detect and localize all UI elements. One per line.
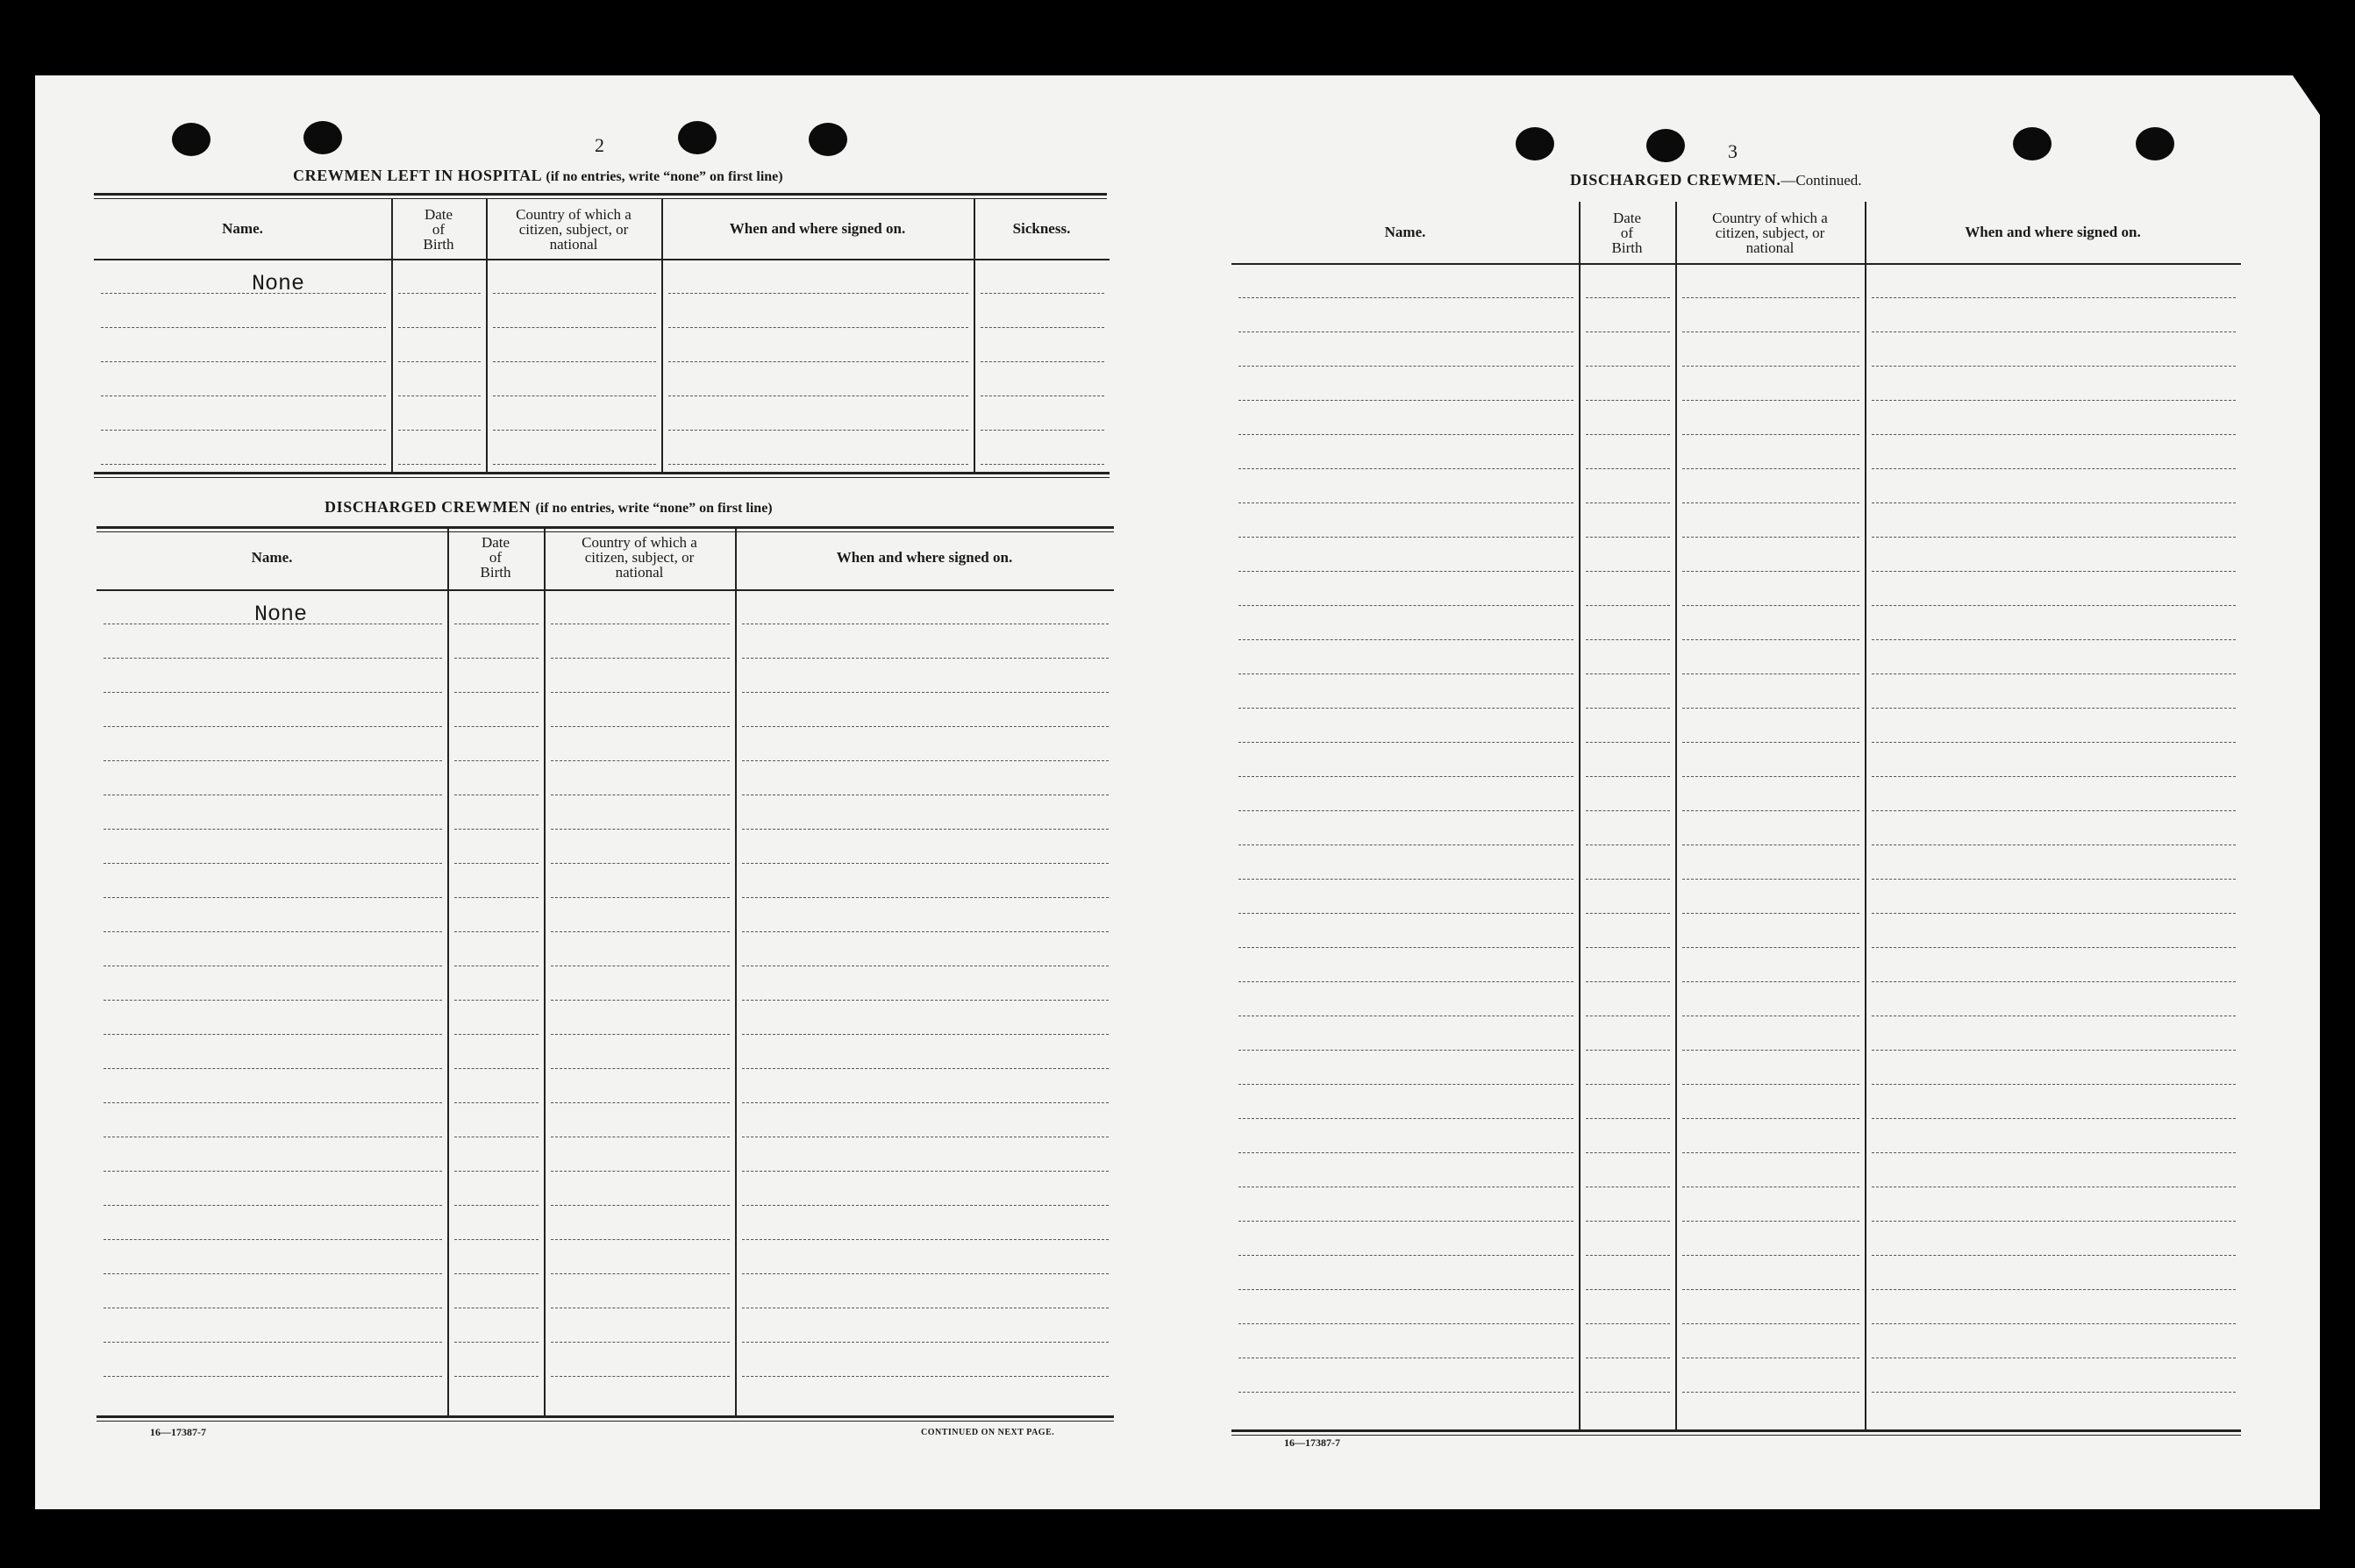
ruled-line (1872, 1084, 2236, 1085)
ruled-line (1586, 605, 1670, 606)
ruled-line (398, 327, 481, 328)
ruled-line (1872, 1221, 2236, 1222)
ruled-line (103, 1034, 442, 1035)
ruled-line (742, 1273, 1109, 1274)
right-col-header-3 (1865, 225, 2241, 239)
ruled-line (1238, 708, 1574, 709)
ruled-line (1238, 981, 1574, 982)
ruled-line (742, 829, 1109, 830)
table-bottom-rule (1231, 1429, 2241, 1436)
column-divider (486, 198, 488, 472)
ruled-line (103, 897, 442, 898)
punch-hole (172, 123, 211, 156)
ruled-line (1682, 331, 1859, 332)
ruled-line (742, 1034, 1109, 1035)
ruled-line (1586, 742, 1670, 743)
ruled-line (1238, 947, 1574, 948)
ruled-line (493, 327, 656, 328)
ruled-line (981, 464, 1104, 465)
column-header-line: When and where signed on. (1965, 224, 2141, 240)
ruled-line (454, 1171, 539, 1172)
ruled-line (981, 430, 1104, 431)
ruled-line (1682, 1050, 1859, 1051)
ruled-line (454, 1239, 539, 1240)
ruled-line (1872, 537, 2236, 538)
ruled-line (1238, 537, 1574, 538)
ruled-line (742, 897, 1109, 898)
ruled-line (1872, 400, 2236, 401)
ruled-line (1682, 879, 1859, 880)
ruled-line (742, 692, 1109, 693)
hospital-col-header-2 (486, 207, 661, 252)
ruled-line (1238, 776, 1574, 777)
ruled-line (103, 1342, 442, 1343)
ruled-line (1586, 1050, 1670, 1051)
ruled-line (551, 1171, 730, 1172)
ruled-line (668, 327, 968, 328)
hospital-section-title (293, 167, 783, 185)
ruled-line (1238, 400, 1574, 401)
ruled-line (1586, 400, 1670, 401)
ruled-line (1586, 1289, 1670, 1290)
column-header-line: Name. (1384, 224, 1426, 240)
ruled-line (1682, 1084, 1859, 1085)
column-header-line: When and where signed on. (836, 549, 1013, 566)
table-top-rule (96, 526, 1114, 532)
right-col-header-2 (1675, 210, 1865, 255)
ruled-line (551, 1102, 730, 1103)
column-header-line: citizen, subject, or (584, 549, 695, 566)
ruled-line (1872, 1323, 2236, 1324)
ruled-line (1872, 879, 2236, 880)
ruled-line (1586, 913, 1670, 914)
ruled-line (981, 361, 1104, 362)
ruled-line (1682, 400, 1859, 401)
ruled-line (551, 829, 730, 830)
hospital-instruction: (if no entries, write “none” on first line) (546, 169, 783, 184)
ruled-line (1872, 366, 2236, 367)
ruled-line (1872, 742, 2236, 743)
discharged-section-title (325, 498, 773, 517)
ruled-line (1682, 1152, 1859, 1153)
column-header-line: Name. (222, 219, 263, 237)
column-header-line: of (432, 221, 446, 238)
ruled-line (103, 931, 442, 932)
column-header-line: Date (424, 206, 453, 223)
ruled-line (1586, 1084, 1670, 1085)
ruled-line (742, 760, 1109, 761)
hospital-col-header-4 (974, 221, 1110, 236)
ruled-line (742, 1068, 1109, 1069)
ruled-line (1586, 571, 1670, 572)
punch-hole (2136, 127, 2174, 160)
ruled-line (1872, 468, 2236, 469)
ruled-line (1872, 776, 2236, 777)
column-header-line: Country of which a (516, 206, 632, 223)
punch-hole (809, 123, 847, 156)
column-header-line: Birth (480, 564, 511, 581)
ruled-line (454, 1273, 539, 1274)
ruled-line (1238, 1050, 1574, 1051)
ruled-line (1682, 1255, 1859, 1256)
ruled-line (103, 1068, 442, 1069)
ruled-line (1586, 947, 1670, 948)
column-header-line: Birth (423, 236, 454, 253)
ruled-line (1872, 502, 2236, 503)
column-header-line: When and where signed on. (729, 219, 906, 237)
ruled-line (398, 430, 481, 431)
right-col-header-0 (1231, 225, 1579, 239)
ruled-line (1872, 1392, 2236, 1393)
ruled-line (1682, 434, 1859, 435)
ruled-line (551, 658, 730, 659)
ruled-line (551, 1068, 730, 1069)
column-divider (1579, 202, 1581, 1429)
ruled-line (454, 931, 539, 932)
punch-hole (1646, 129, 1685, 162)
ruled-line (1682, 571, 1859, 572)
ruled-line (1586, 1152, 1670, 1153)
right-col-header-1 (1579, 210, 1675, 255)
ruled-line (493, 293, 656, 294)
ruled-line (454, 1376, 539, 1377)
ruled-line (1238, 879, 1574, 880)
ruled-line (1238, 502, 1574, 503)
column-header-line: Date (1612, 210, 1642, 226)
column-header-line: Birth (1611, 239, 1643, 256)
ruled-line (742, 863, 1109, 864)
column-header-line: of (489, 549, 503, 566)
ruled-line (101, 430, 386, 431)
ruled-line (1586, 776, 1670, 777)
ruled-line (1586, 434, 1670, 435)
ruled-line (1682, 947, 1859, 948)
ruled-line (454, 1102, 539, 1103)
column-divider (391, 198, 393, 472)
form-sheet (35, 75, 2320, 1509)
punch-hole (2013, 127, 2052, 160)
ruled-line (551, 1342, 730, 1343)
ruled-line (1872, 331, 2236, 332)
discharged-instruction: (if no entries, write “none” on first line) (535, 501, 773, 516)
ruled-line (1682, 776, 1859, 777)
hospital-col-header-0 (94, 221, 391, 236)
ruled-line (1682, 1323, 1859, 1324)
ruled-line (1238, 1323, 1574, 1324)
discharged-col-header-0 (96, 550, 447, 565)
ruled-line (101, 361, 386, 362)
ruled-line (1682, 537, 1859, 538)
ruled-line (1586, 297, 1670, 298)
discharged-col-header-2 (544, 535, 735, 580)
ruled-line (1872, 639, 2236, 640)
ruled-line (1586, 810, 1670, 811)
ruled-line (454, 1068, 539, 1069)
ruled-line (551, 1000, 730, 1001)
column-header-line: Sickness. (1012, 219, 1071, 237)
ruled-line (1682, 1221, 1859, 1222)
ruled-line (1586, 879, 1670, 880)
column-header-line: national (549, 236, 598, 253)
ruled-line (398, 464, 481, 465)
continued-note: CONTINUED ON NEXT PAGE. (921, 1428, 1055, 1437)
ruled-line (103, 760, 442, 761)
ruled-line (1238, 468, 1574, 469)
ruled-line (454, 1000, 539, 1001)
right-section-title (1570, 171, 1862, 189)
header-bottom-rule (94, 259, 1110, 260)
ruled-line (551, 1034, 730, 1035)
ruled-line (1586, 1118, 1670, 1119)
ruled-line (101, 327, 386, 328)
ruled-line (1682, 1392, 1859, 1393)
ruled-line (1586, 331, 1670, 332)
ruled-line (1872, 1050, 2236, 1051)
ruled-line (493, 464, 656, 465)
ruled-line (1872, 981, 2236, 982)
ruled-line (668, 430, 968, 431)
ruled-line (1872, 434, 2236, 435)
ruled-line (1872, 571, 2236, 572)
ruled-line (1238, 1255, 1574, 1256)
ruled-line (551, 863, 730, 864)
ruled-line (1238, 913, 1574, 914)
column-header-line: national (1745, 239, 1795, 256)
ruled-line (1682, 639, 1859, 640)
ruled-line (1586, 708, 1670, 709)
ruled-line (1682, 605, 1859, 606)
ruled-line (742, 1205, 1109, 1206)
ruled-line (551, 1376, 730, 1377)
ruled-line (454, 658, 539, 659)
ruled-line (1238, 605, 1574, 606)
ruled-line (1872, 708, 2236, 709)
hospital-col-header-3 (661, 221, 974, 236)
ruled-line (1682, 913, 1859, 914)
ruled-line (1682, 1289, 1859, 1290)
ruled-line (1586, 537, 1670, 538)
ruled-line (1586, 1255, 1670, 1256)
ruled-line (1238, 366, 1574, 367)
ruled-line (1872, 605, 2236, 606)
ruled-line (742, 1239, 1109, 1240)
ruled-line (398, 361, 481, 362)
table-bottom-rule (94, 472, 1110, 478)
punch-hole (678, 121, 717, 154)
column-header-line: Country of which a (1712, 210, 1828, 226)
discharged-title: DISCHARGED CREWMEN (325, 498, 532, 516)
ruled-line (1238, 1118, 1574, 1119)
ruled-line (1586, 981, 1670, 982)
ruled-line (1238, 331, 1574, 332)
name-entry: None (254, 602, 308, 627)
ruled-line (551, 1273, 730, 1274)
ruled-line (1586, 468, 1670, 469)
ruled-line (103, 1171, 442, 1172)
ruled-line (454, 760, 539, 761)
ruled-line (1682, 502, 1859, 503)
ruled-line (551, 897, 730, 898)
ruled-line (103, 1376, 442, 1377)
right-title-continued: —Continued. (1781, 172, 1862, 189)
ruled-line (103, 1000, 442, 1001)
ruled-line (742, 1102, 1109, 1103)
page-number: 2 (595, 134, 604, 156)
ruled-line (1238, 297, 1574, 298)
ruled-line (1238, 639, 1574, 640)
column-divider (544, 526, 546, 1415)
header-bottom-rule (1231, 263, 2241, 265)
ruled-line (454, 692, 539, 693)
ruled-line (1682, 742, 1859, 743)
column-divider (447, 526, 449, 1415)
column-header-line: citizen, subject, or (518, 221, 629, 238)
ruled-line (454, 863, 539, 864)
name-entry: None (252, 271, 305, 296)
ruled-line (1586, 1221, 1670, 1222)
ruled-line (1238, 810, 1574, 811)
ruled-line (1682, 297, 1859, 298)
form-code: 16—17387-7 (1284, 1436, 1340, 1449)
column-divider (974, 198, 975, 472)
column-divider (1865, 202, 1866, 1429)
ruled-line (1238, 571, 1574, 572)
hospital-title: CREWMEN LEFT IN HOSPITAL (293, 167, 542, 184)
hospital-col-header-1 (391, 207, 486, 252)
page-number: 3 (1728, 140, 1738, 162)
ruled-line (1238, 742, 1574, 743)
ruled-line (1682, 981, 1859, 982)
column-header-line: Date (481, 534, 510, 551)
ruled-line (454, 1034, 539, 1035)
ruled-line (1586, 1392, 1670, 1393)
ruled-line (1238, 1392, 1574, 1393)
ruled-line (742, 658, 1109, 659)
ruled-line (1872, 297, 2236, 298)
column-divider (735, 526, 737, 1415)
ruled-line (1682, 810, 1859, 811)
ruled-line (1682, 366, 1859, 367)
ruled-line (1586, 1323, 1670, 1324)
ruled-line (103, 692, 442, 693)
punch-hole (303, 121, 342, 154)
ruled-line (1872, 810, 2236, 811)
ruled-line (103, 1205, 442, 1206)
ruled-line (1238, 1152, 1574, 1153)
ruled-line (1238, 434, 1574, 435)
punch-hole (1516, 127, 1554, 160)
ruled-line (981, 293, 1104, 294)
discharged-col-header-1 (447, 535, 544, 580)
ruled-line (1238, 1084, 1574, 1085)
ruled-line (1872, 1152, 2236, 1153)
ruled-line (551, 726, 730, 727)
ruled-line (551, 692, 730, 693)
ruled-line (103, 1273, 442, 1274)
ruled-line (103, 1102, 442, 1103)
right-title: DISCHARGED CREWMEN. (1570, 171, 1781, 189)
ruled-line (981, 327, 1104, 328)
ruled-line (551, 1205, 730, 1206)
discharged-col-header-3 (735, 550, 1114, 565)
ruled-line (1682, 708, 1859, 709)
ruled-line (551, 931, 730, 932)
ruled-line (742, 1000, 1109, 1001)
ruled-line (101, 293, 386, 294)
ruled-line (742, 1171, 1109, 1172)
ruled-line (668, 464, 968, 465)
ruled-line (551, 760, 730, 761)
ruled-line (742, 1342, 1109, 1343)
column-header-line: citizen, subject, or (1715, 225, 1825, 241)
ruled-line (1682, 1118, 1859, 1119)
column-divider (661, 198, 663, 472)
column-divider (1675, 202, 1677, 1429)
ruled-line (742, 931, 1109, 932)
ruled-line (103, 658, 442, 659)
ruled-line (1872, 913, 2236, 914)
column-header-line: of (1620, 225, 1634, 241)
ruled-line (454, 726, 539, 727)
ruled-line (103, 863, 442, 864)
column-header-line: Name. (251, 549, 293, 566)
ruled-line (454, 1342, 539, 1343)
ruled-line (1586, 639, 1670, 640)
ruled-line (668, 361, 968, 362)
hospital-top-rule (94, 193, 1107, 199)
ruled-line (1238, 1221, 1574, 1222)
ruled-line (454, 897, 539, 898)
ruled-line (103, 726, 442, 727)
ruled-line (454, 1205, 539, 1206)
ruled-line (1238, 1289, 1574, 1290)
ruled-line (398, 293, 481, 294)
ruled-line (493, 361, 656, 362)
column-header-line: Country of which a (582, 534, 697, 551)
ruled-line (103, 829, 442, 830)
ruled-line (1872, 1255, 2236, 1256)
ruled-line (103, 1239, 442, 1240)
ruled-line (551, 1239, 730, 1240)
ruled-line (1872, 1289, 2236, 1290)
ruled-line (742, 726, 1109, 727)
ruled-line (1586, 502, 1670, 503)
ruled-line (668, 293, 968, 294)
ruled-line (101, 464, 386, 465)
header-bottom-rule (96, 589, 1114, 591)
ruled-line (454, 829, 539, 830)
ruled-line (493, 430, 656, 431)
ruled-line (1872, 1118, 2236, 1119)
ruled-line (742, 1376, 1109, 1377)
table-bottom-rule (96, 1415, 1114, 1422)
ruled-line (1586, 366, 1670, 367)
ruled-line (1682, 468, 1859, 469)
ruled-line (1872, 947, 2236, 948)
column-header-line: national (615, 564, 664, 581)
form-code: 16—17387-7 (150, 1426, 206, 1438)
